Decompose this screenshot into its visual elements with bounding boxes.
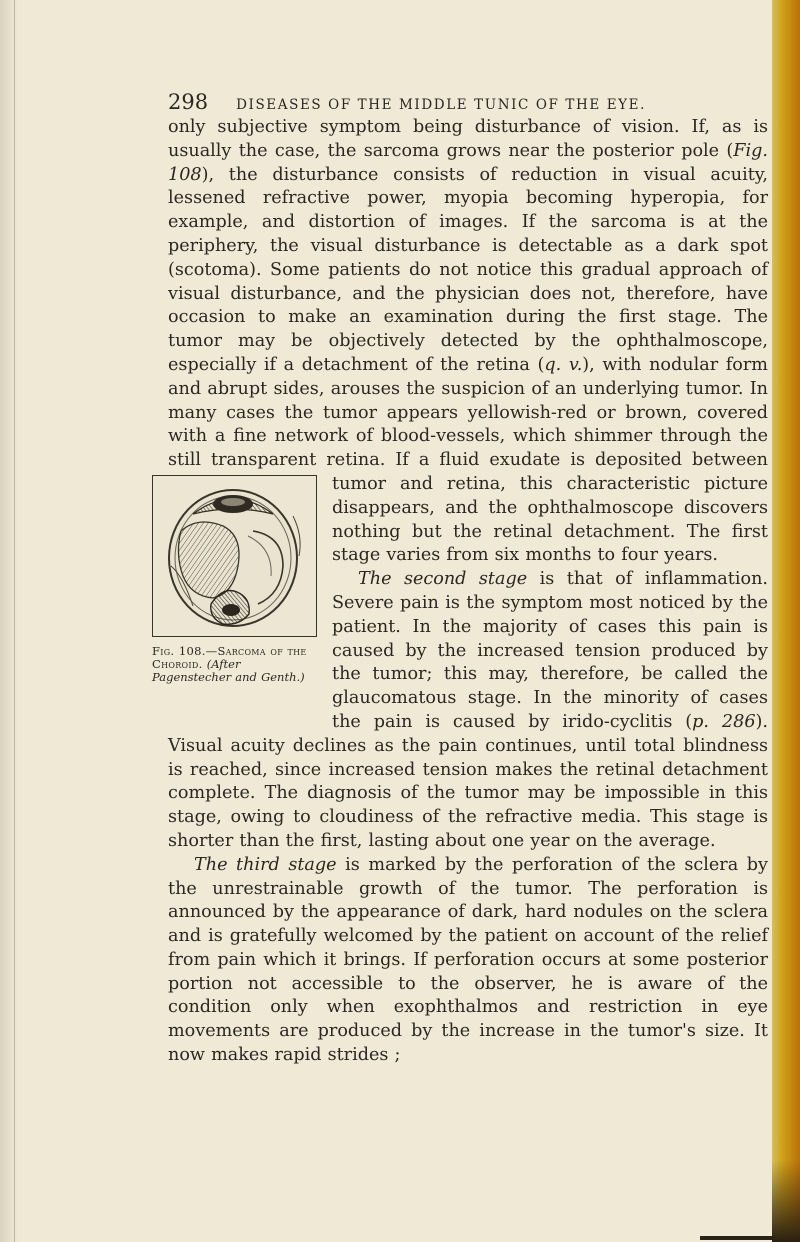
body-text [152, 116, 768, 1068]
eye-tumor-illustration [153, 476, 315, 635]
binding-edge [0, 0, 22, 1242]
italic-text: Fig. 108 [168, 140, 768, 185]
running-head: DISEASES OF THE MIDDLE TUNIC OF THE EYE. [236, 97, 647, 113]
text-run: is that of inflammation. Severe pain is the symptom most noticed by the patient. In the majority of cases this pain is caused by the increased tension produced by the tumor; this may, therefore, be called the glaucomatous stage. In the minority of cases the pain is caused by irido-cyclitis ( [332, 569, 768, 732]
text-run: ), with nodular form and abrupt sides, arouses the suspicion of an underlying tumor. In many cases the tumor appears yellowish-red or brown, covered with a fine network of blood-vessels, which shimmer through the still transparent retina. If a fluid exudate is deposited [168, 354, 768, 471]
page-number: 298 [168, 90, 209, 114]
text-run: between tumor and retina, this characteristic picture disappears, and the ophthalmoscope discovers nothing but the retinal detachment. The first stage varies from six months to four years. [332, 450, 768, 566]
figure-caption-credit: (After Pagenstecher and Genth.) [152, 656, 305, 684]
page-edge-gilding [772, 0, 800, 1242]
text-run: is marked by the perforation of the sclera by the unrestrainable growth of the tumor. The perforation is announced by the appearance of dark, hard nodules on the sclera and is gratefully welcomed by the patient on account of the relief from pain which it brings. If perforation occurs at some posterior portion not accessible to the observer, he is aware of the condition only when exophthalmos and restriction in eye movements are produced by the increase in the tumor's size. It now makes rapid strides ; [168, 854, 768, 1066]
figure-caption-label: Fig. 108.—Sarcoma of the Choroid. [152, 643, 307, 671]
italic-text: p. 286 [692, 711, 756, 732]
italic-text: q. v. [544, 354, 583, 375]
italic-text: The second stage [358, 569, 528, 590]
text-run: ). Visual acuity declines as the pain continues, until total blindness is reached, since increased tension makes the retinal detachment complete. The diagnosis of the tumor may be impossible in this stage, owing to cloudiness of the refractive media. This stage is shorter than the first, lasting about one year on the average. [168, 711, 768, 851]
figure-frame [152, 475, 317, 637]
figure [152, 475, 322, 719]
page-header [168, 90, 768, 114]
bottom-rule [700, 1236, 775, 1240]
italic-text: The third stage [194, 854, 337, 875]
paragraph-third-stage [168, 854, 768, 1068]
text-run: only subjective symptom being disturbance of vision. If, as is usually the case, the sarcoma grows near the posterior pole ( [168, 117, 768, 161]
figure-caption [152, 645, 322, 684]
text-run: ), the disturbance consists of reduction in visual acuity, lessened refractive power, myopia becoming hyperopia, for example, and distortion of images. If the sarcoma is at the periphery, the visual disturbance is detectable as a dark spot (scotoma). Some patients do not notice this gradual approach of visual disturbance, and the physician does not, therefore, have occasion to make an examination during the first stage. The tumor may be objectively detected by the ophthalmoscope, especially if a detachment of the retina ( [168, 164, 768, 375]
